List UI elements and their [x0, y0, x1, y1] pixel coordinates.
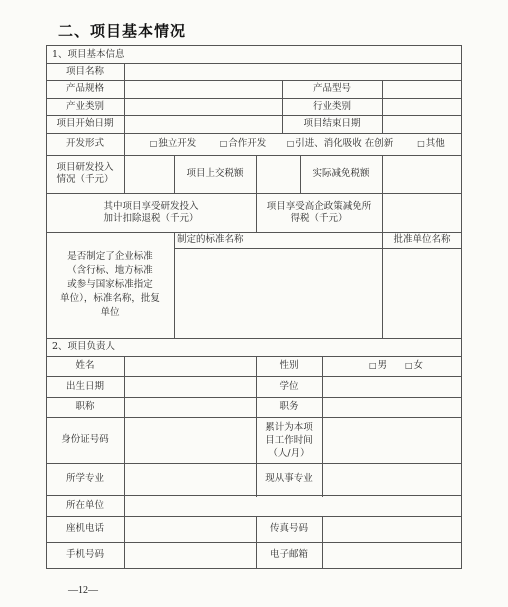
name-label: 姓名	[75, 360, 95, 371]
product-model-label: 产品型号	[312, 83, 351, 94]
standard-question-label: 是否制定了企业标准 （含行标、地方标准 或参与国家标准指定 单位），标准名称，批复 单位	[60, 251, 160, 318]
hightech-tax-label: 项目享受高企政策减免所 得税（千元）	[266, 200, 372, 224]
standard-name-header: 制定的标准名称	[177, 234, 244, 245]
product-spec-label: 产品规格	[65, 83, 104, 94]
checkbox-icon[interactable]: □	[286, 139, 295, 148]
project-info-table	[46, 45, 462, 568]
gender-option-male[interactable]: □ 男	[368, 360, 388, 371]
section1-title: 1、项目基本信息	[52, 48, 125, 60]
checkbox-icon[interactable]: □	[368, 361, 377, 370]
tax-exempt-label: 实际减免税额	[312, 168, 370, 179]
checkbox-icon[interactable]: □	[219, 139, 228, 148]
title-rank-label: 职称	[75, 401, 95, 412]
page-heading: 二、项目基本情况	[58, 22, 187, 40]
gender-option-female[interactable]: □ 女	[404, 360, 424, 371]
dev-option-other[interactable]: □ 其他	[417, 138, 445, 149]
rd-deduction-label: 其中项目享受研发投入 加计扣除退税（千元）	[103, 200, 199, 224]
mobile-label: 手机号码	[65, 549, 104, 560]
industry-category-label: 产业类别	[65, 100, 104, 112]
checkbox-icon[interactable]: □	[149, 139, 158, 148]
current-major-label: 现从事专业	[265, 473, 313, 484]
checkbox-icon[interactable]: □	[404, 361, 413, 370]
project-name-label: 项目名称	[65, 65, 104, 77]
position-label: 职务	[279, 401, 299, 412]
start-date-label: 项目开始日期	[56, 118, 114, 129]
end-date-label: 项目结束日期	[303, 118, 361, 129]
dev-form-label: 开发形式	[65, 138, 104, 149]
degree-label: 学位	[279, 380, 299, 392]
approval-unit-header: 批准单位名称	[393, 234, 451, 245]
dev-option-cooperative[interactable]: □ 合作开发	[219, 138, 267, 149]
fax-label: 传真号码	[269, 523, 308, 534]
email-label: 电子邮箱	[269, 549, 308, 560]
checkbox-icon[interactable]: □	[417, 139, 425, 148]
work-time-label: 累计为本项 目工作时间 （人/月）	[265, 421, 313, 459]
dev-option-import[interactable]: □ 引进、消化吸收 在创新	[286, 138, 394, 149]
birth-date-label: 出生日期	[65, 380, 104, 392]
dev-option-independent[interactable]: □ 独立开发	[149, 138, 197, 149]
rd-investment-label: 项目研发投入 情况（千元）	[56, 162, 114, 185]
page-number: —12—	[68, 585, 98, 596]
section2-title: 2、项目负责人	[52, 341, 116, 352]
major-label: 所学专业	[65, 473, 104, 484]
id-number-label: 身份证号码	[61, 434, 109, 445]
tax-paid-label: 项目上交税额	[186, 168, 244, 179]
sector-category-label: 行业类别	[312, 100, 351, 112]
work-unit-label: 所在单位	[65, 499, 104, 511]
gender-label: 性别	[279, 360, 299, 371]
landline-label: 座机电话	[65, 523, 104, 534]
